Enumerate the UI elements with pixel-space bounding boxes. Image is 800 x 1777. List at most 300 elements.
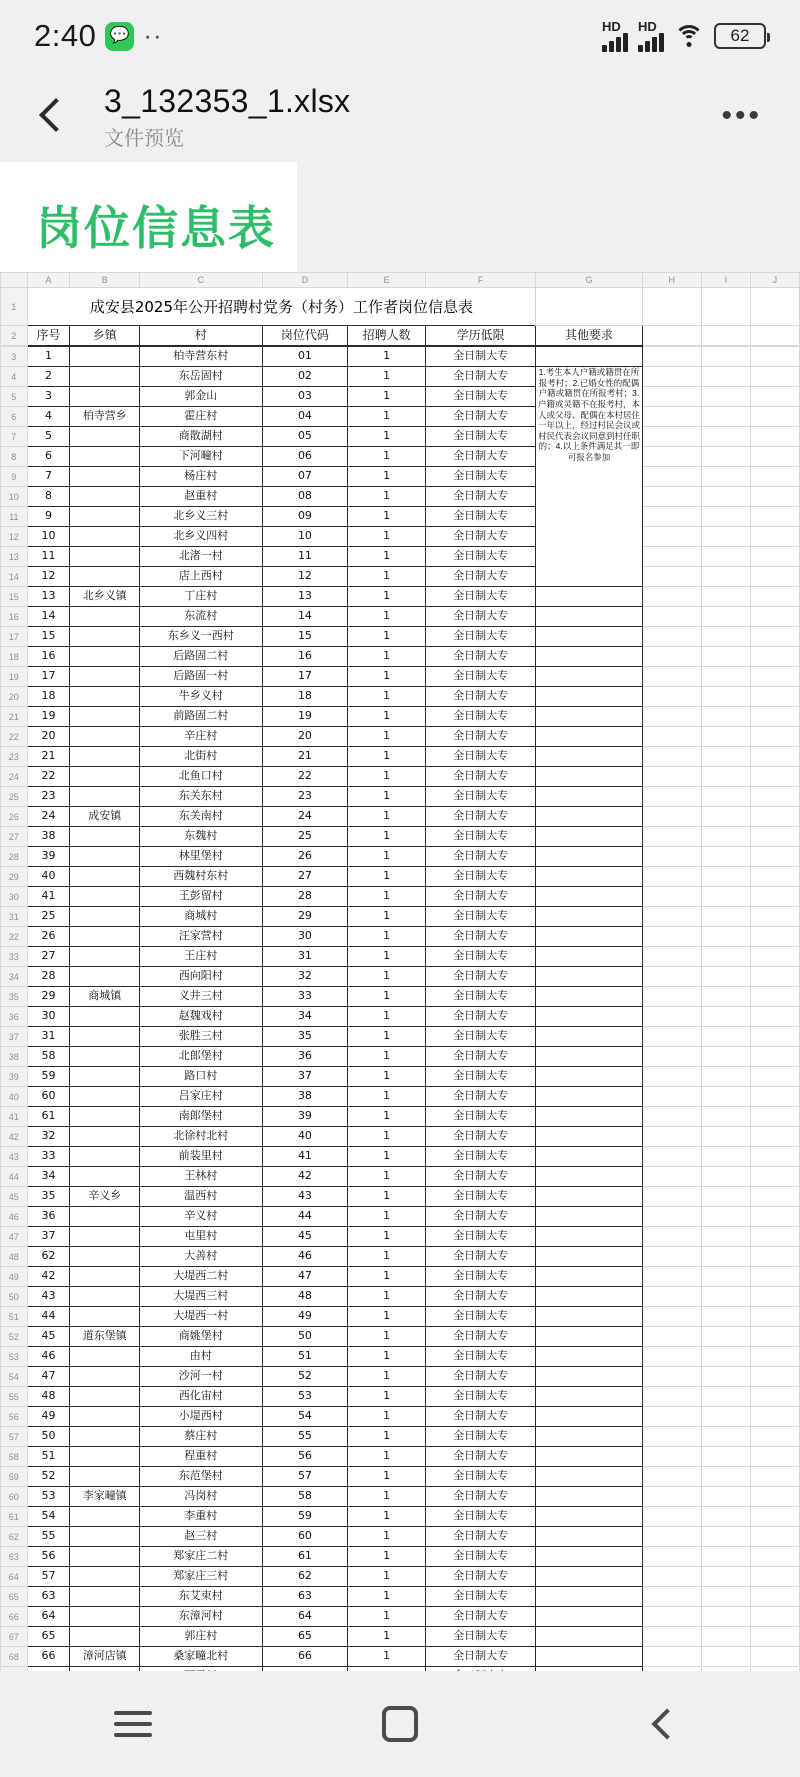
cell-post-code[interactable]: 13 <box>262 587 348 607</box>
cell-headcount[interactable]: 1 <box>348 1647 426 1667</box>
cell-village[interactable]: 郭庄村 <box>139 1627 262 1647</box>
cell-post-code[interactable]: 33 <box>262 987 348 1007</box>
cell-seq[interactable]: 25 <box>27 907 70 927</box>
cell-post-code[interactable]: 42 <box>262 1167 348 1187</box>
row-head-34[interactable]: 34 <box>1 967 28 987</box>
empty-cell[interactable] <box>701 767 750 787</box>
empty-cell[interactable] <box>701 1167 750 1187</box>
empty-cell[interactable] <box>701 807 750 827</box>
cell-other-requirements[interactable] <box>536 747 642 767</box>
table-row[interactable] <box>1 987 800 1007</box>
empty-cell[interactable] <box>701 1127 750 1147</box>
table-row[interactable] <box>1 1527 800 1547</box>
cell-township[interactable]: 成安镇 <box>70 807 139 827</box>
row-head-35[interactable]: 35 <box>1 987 28 1007</box>
row-head-20[interactable]: 20 <box>1 687 28 707</box>
cell-other-requirements[interactable] <box>536 1607 642 1627</box>
table-row[interactable] <box>1 1207 800 1227</box>
cell-township[interactable] <box>70 747 139 767</box>
cell-post-code[interactable]: 19 <box>262 707 348 727</box>
cell-seq[interactable]: 28 <box>27 967 70 987</box>
empty-cell[interactable] <box>642 1187 701 1207</box>
cell-seq[interactable]: 32 <box>27 1127 70 1147</box>
cell-other-requirements[interactable] <box>536 727 642 747</box>
row-head-61[interactable]: 61 <box>1 1507 28 1527</box>
cell-township[interactable] <box>70 867 139 887</box>
cell-village[interactable]: 程重村 <box>139 1447 262 1467</box>
cell-village[interactable]: 郑家庄三村 <box>139 1567 262 1587</box>
cell-seq[interactable]: 44 <box>27 1307 70 1327</box>
cell-headcount[interactable]: 1 <box>348 667 426 687</box>
empty-cell[interactable] <box>701 707 750 727</box>
cell-headcount[interactable]: 1 <box>348 1207 426 1227</box>
cell-township[interactable] <box>70 1587 139 1607</box>
cell-post-code[interactable]: 61 <box>262 1547 348 1567</box>
row-head-57[interactable]: 57 <box>1 1427 28 1447</box>
cell-seq[interactable]: 46 <box>27 1347 70 1367</box>
cell-township[interactable]: 辛义乡 <box>70 1187 139 1207</box>
cell-village[interactable]: 北乡义三村 <box>139 507 262 527</box>
cell-other-requirements[interactable] <box>536 1147 642 1167</box>
row-head-68[interactable]: 68 <box>1 1647 28 1667</box>
cell-post-code[interactable]: 06 <box>262 447 348 467</box>
cell-other-requirements[interactable] <box>536 787 642 807</box>
cell-post-code[interactable]: 66 <box>262 1647 348 1667</box>
empty-cell[interactable] <box>701 1027 750 1047</box>
cell-seq[interactable]: 23 <box>27 787 70 807</box>
cell-seq[interactable]: 39 <box>27 847 70 867</box>
empty-cell[interactable] <box>750 1547 799 1567</box>
table-row[interactable] <box>1 487 800 507</box>
cell-headcount[interactable]: 1 <box>348 1087 426 1107</box>
cell-post-code[interactable]: 45 <box>262 1227 348 1247</box>
cell-headcount[interactable]: 1 <box>348 747 426 767</box>
cell-education[interactable]: 全日制大专 <box>425 347 535 367</box>
cell-headcount[interactable]: 1 <box>348 547 426 567</box>
menu-icon[interactable] <box>98 1689 168 1759</box>
table-row[interactable] <box>1 707 800 727</box>
table-row[interactable] <box>1 387 800 407</box>
empty-cell[interactable] <box>750 1187 799 1207</box>
table-row[interactable] <box>1 547 800 567</box>
cell-education[interactable]: 全日制大专 <box>425 1407 535 1427</box>
cell-education[interactable]: 全日制大专 <box>425 727 535 747</box>
cell-village[interactable]: 赵三村 <box>139 1527 262 1547</box>
empty-cell[interactable] <box>642 467 701 487</box>
empty-cell[interactable] <box>701 547 750 567</box>
cell-post-code[interactable]: 14 <box>262 607 348 627</box>
row-head-39[interactable]: 39 <box>1 1067 28 1087</box>
empty-cell[interactable] <box>642 567 701 587</box>
cell-seq[interactable]: 29 <box>27 987 70 1007</box>
empty-cell[interactable] <box>750 1487 799 1507</box>
back-icon[interactable] <box>632 1689 702 1759</box>
cell-headcount[interactable]: 1 <box>348 1307 426 1327</box>
row-head-48[interactable]: 48 <box>1 1247 28 1267</box>
empty-cell[interactable] <box>701 1347 750 1367</box>
row-head-3[interactable]: 3 <box>1 347 28 367</box>
cell-education[interactable]: 全日制大专 <box>425 887 535 907</box>
cell-seq[interactable]: 34 <box>27 1167 70 1187</box>
cell-other-requirements[interactable] <box>536 1067 642 1087</box>
cell-seq[interactable]: 53 <box>27 1487 70 1507</box>
empty-cell[interactable] <box>750 567 799 587</box>
cell-village[interactable]: 北郎堡村 <box>139 1047 262 1067</box>
cell-education[interactable]: 全日制大专 <box>425 927 535 947</box>
cell-post-code[interactable]: 17 <box>262 667 348 687</box>
empty-cell[interactable] <box>701 1567 750 1587</box>
cell-seq[interactable]: 54 <box>27 1507 70 1527</box>
row-head-9[interactable]: 9 <box>1 467 28 487</box>
cell-village[interactable]: 北渚一村 <box>139 547 262 567</box>
row-head-11[interactable]: 11 <box>1 507 28 527</box>
cell-seq[interactable]: 27 <box>27 947 70 967</box>
cell-other-requirements[interactable]: 1.考生本人户籍或籍贯在所报考村；2.已婚女性的配偶户籍或籍贯在所报考村；3.户籍或灵籍不在报考村，本人或父母、配偶在本村居住一年以上，经过村民会议或村民代表会议同意到村任职的；4.以上条件满足其一即可报名参加 <box>536 367 642 587</box>
empty-cell[interactable] <box>750 1527 799 1547</box>
empty-cell[interactable] <box>701 727 750 747</box>
cell-headcount[interactable]: 1 <box>348 1027 426 1047</box>
cell-education[interactable]: 全日制大专 <box>425 1507 535 1527</box>
cell-township[interactable] <box>70 367 139 387</box>
cell-education[interactable]: 全日制大专 <box>425 1007 535 1027</box>
empty-cell[interactable] <box>750 687 799 707</box>
cell-headcount[interactable]: 1 <box>348 567 426 587</box>
empty-cell[interactable] <box>701 1547 750 1567</box>
row-head-27[interactable]: 27 <box>1 827 28 847</box>
cell-seq[interactable]: 21 <box>27 747 70 767</box>
cell-village[interactable]: 店上西村 <box>139 567 262 587</box>
cell-headcount[interactable]: 1 <box>348 1487 426 1507</box>
empty-cell[interactable] <box>642 647 701 667</box>
table-row[interactable] <box>1 847 800 867</box>
cell-village[interactable]: 柏寺营东村 <box>139 347 262 367</box>
cell-seq[interactable]: 4 <box>27 407 70 427</box>
cell-education[interactable]: 全日制大专 <box>425 367 535 387</box>
empty-cell[interactable] <box>701 587 750 607</box>
cell-village[interactable]: 丁庄村 <box>139 587 262 607</box>
empty-cell[interactable] <box>750 587 799 607</box>
cell-headcount[interactable]: 1 <box>348 347 426 367</box>
table-row[interactable] <box>1 1627 800 1647</box>
table-row[interactable] <box>1 1287 800 1307</box>
cell-village[interactable]: 李重村 <box>139 1507 262 1527</box>
cell-post-code[interactable]: 55 <box>262 1427 348 1447</box>
cell-township[interactable] <box>70 347 139 367</box>
cell-headcount[interactable]: 1 <box>348 1107 426 1127</box>
cell-other-requirements[interactable] <box>536 1107 642 1127</box>
empty-cell[interactable] <box>642 326 701 346</box>
table-row[interactable] <box>1 1467 800 1487</box>
cell-other-requirements[interactable] <box>536 1547 642 1567</box>
cell-education[interactable]: 全日制大专 <box>425 1467 535 1487</box>
spreadsheet[interactable] <box>0 272 800 1671</box>
table-row[interactable] <box>1 947 800 967</box>
cell-seq[interactable]: 3 <box>27 387 70 407</box>
empty-cell[interactable] <box>642 707 701 727</box>
cell-post-code[interactable]: 09 <box>262 507 348 527</box>
empty-cell[interactable] <box>750 1407 799 1427</box>
cell-seq[interactable]: 12 <box>27 567 70 587</box>
cell-seq[interactable]: 49 <box>27 1407 70 1427</box>
cell-other-requirements[interactable] <box>536 1367 642 1387</box>
empty-cell[interactable] <box>750 707 799 727</box>
row-head-19[interactable]: 19 <box>1 667 28 687</box>
cell-headcount[interactable]: 1 <box>348 1247 426 1267</box>
cell-other-requirements[interactable] <box>536 1047 642 1067</box>
empty-cell[interactable] <box>750 1107 799 1127</box>
cell-township[interactable] <box>70 1047 139 1067</box>
cell-village[interactable]: 北街村 <box>139 747 262 767</box>
table-row[interactable] <box>1 867 800 887</box>
cell-headcount[interactable]: 1 <box>348 687 426 707</box>
cell-headcount[interactable]: 1 <box>348 467 426 487</box>
cell-seq[interactable]: 20 <box>27 727 70 747</box>
table-row[interactable] <box>1 1607 800 1627</box>
cell-education[interactable]: 全日制大专 <box>425 867 535 887</box>
table-row[interactable] <box>1 1327 800 1347</box>
empty-cell[interactable] <box>750 427 799 447</box>
empty-cell[interactable] <box>642 407 701 427</box>
empty-cell[interactable] <box>701 407 750 427</box>
cell-education[interactable]: 全日制大专 <box>425 1587 535 1607</box>
empty-cell[interactable] <box>642 607 701 627</box>
table-row[interactable] <box>1 1387 800 1407</box>
empty-cell[interactable] <box>701 987 750 1007</box>
empty-cell[interactable] <box>701 1647 750 1667</box>
cell-other-requirements[interactable] <box>536 967 642 987</box>
row-head-49[interactable]: 49 <box>1 1267 28 1287</box>
row-head-28[interactable]: 28 <box>1 847 28 867</box>
cell-post-code[interactable]: 60 <box>262 1527 348 1547</box>
empty-cell[interactable] <box>642 967 701 987</box>
empty-cell[interactable] <box>750 467 799 487</box>
empty-cell[interactable] <box>701 427 750 447</box>
cell-village[interactable]: 西魏村东村 <box>139 867 262 887</box>
cell-township[interactable] <box>70 647 139 667</box>
cell-post-code[interactable]: 54 <box>262 1407 348 1427</box>
cell-other-requirements[interactable] <box>536 1347 642 1367</box>
empty-cell[interactable] <box>642 1567 701 1587</box>
cell-other-requirements[interactable] <box>536 1647 642 1667</box>
cell-other-requirements[interactable] <box>536 1587 642 1607</box>
cell-seq[interactable]: 63 <box>27 1587 70 1607</box>
cell-other-requirements[interactable] <box>536 927 642 947</box>
table-row[interactable] <box>1 807 800 827</box>
cell-village[interactable]: 大堤西一村 <box>139 1307 262 1327</box>
empty-cell[interactable] <box>642 527 701 547</box>
cell-township[interactable] <box>70 387 139 407</box>
cell-education[interactable]: 全日制大专 <box>425 1047 535 1067</box>
cell-education[interactable]: 全日制大专 <box>425 1527 535 1547</box>
cell-post-code[interactable]: 58 <box>262 1487 348 1507</box>
cell-post-code[interactable]: 20 <box>262 727 348 747</box>
empty-cell[interactable] <box>701 827 750 847</box>
cell-other-requirements[interactable] <box>536 707 642 727</box>
cell-post-code[interactable]: 01 <box>262 347 348 367</box>
table-row[interactable] <box>1 727 800 747</box>
col-head-B[interactable]: B <box>70 273 139 288</box>
cell-headcount[interactable]: 1 <box>348 1367 426 1387</box>
cell-headcount[interactable]: 1 <box>348 1607 426 1627</box>
empty-cell[interactable] <box>750 1207 799 1227</box>
empty-cell[interactable] <box>750 907 799 927</box>
row-head-8[interactable]: 8 <box>1 447 28 467</box>
empty-cell[interactable] <box>642 1267 701 1287</box>
empty-cell[interactable] <box>701 1507 750 1527</box>
cell-seq[interactable]: 16 <box>27 647 70 667</box>
cell-township[interactable] <box>70 1067 139 1087</box>
cell-seq[interactable]: 31 <box>27 1027 70 1047</box>
cell-township[interactable] <box>70 447 139 467</box>
cell-headcount[interactable]: 1 <box>348 1547 426 1567</box>
cell-township[interactable] <box>70 547 139 567</box>
empty-cell[interactable] <box>750 1647 799 1667</box>
cell-village[interactable]: 汪家营村 <box>139 927 262 947</box>
cell-village[interactable]: 桑家疃北村 <box>139 1647 262 1667</box>
cell-headcount[interactable]: 1 <box>348 867 426 887</box>
table-row[interactable] <box>1 347 800 367</box>
empty-cell[interactable] <box>701 1087 750 1107</box>
empty-cell[interactable] <box>750 1127 799 1147</box>
cell-village[interactable]: 东范堡村 <box>139 1467 262 1487</box>
cell-township[interactable] <box>70 667 139 687</box>
table-row[interactable] <box>1 1187 800 1207</box>
empty-cell[interactable] <box>642 367 701 387</box>
empty-cell[interactable] <box>701 326 750 346</box>
cell-headcount[interactable]: 1 <box>348 1567 426 1587</box>
table-row[interactable] <box>1 927 800 947</box>
cell-other-requirements[interactable] <box>536 1227 642 1247</box>
empty-cell[interactable] <box>642 487 701 507</box>
cell-education[interactable]: 全日制大专 <box>425 1067 535 1087</box>
table-row[interactable] <box>1 667 800 687</box>
col-head-I[interactable]: I <box>701 273 750 288</box>
table-row[interactable] <box>1 1507 800 1527</box>
cell-seq[interactable]: 41 <box>27 887 70 907</box>
empty-cell[interactable] <box>701 1007 750 1027</box>
cell-headcount[interactable]: 1 <box>348 1267 426 1287</box>
cell-headcount[interactable]: 1 <box>348 1387 426 1407</box>
empty-cell[interactable] <box>750 407 799 427</box>
row-head-63[interactable]: 63 <box>1 1547 28 1567</box>
cell-headcount[interactable]: 1 <box>348 1327 426 1347</box>
cell-education[interactable]: 全日制大专 <box>425 1347 535 1367</box>
cell-post-code[interactable]: 11 <box>262 547 348 567</box>
cell-post-code[interactable]: 27 <box>262 867 348 887</box>
cell-other-requirements[interactable] <box>536 1087 642 1107</box>
cell-seq[interactable]: 26 <box>27 927 70 947</box>
cell-headcount[interactable]: 1 <box>348 1347 426 1367</box>
cell-township[interactable] <box>70 1447 139 1467</box>
cell-other-requirements[interactable] <box>536 847 642 867</box>
row-head-33[interactable]: 33 <box>1 947 28 967</box>
row-head-60[interactable]: 60 <box>1 1487 28 1507</box>
cell-township[interactable] <box>70 527 139 547</box>
cell-headcount[interactable]: 1 <box>348 987 426 1007</box>
cell-village[interactable]: 林里堡村 <box>139 847 262 867</box>
empty-cell[interactable] <box>701 507 750 527</box>
row-head-44[interactable]: 44 <box>1 1167 28 1187</box>
row-head-25[interactable]: 25 <box>1 787 28 807</box>
empty-cell[interactable] <box>750 1427 799 1447</box>
cell-village[interactable]: 商城村 <box>139 907 262 927</box>
empty-cell[interactable] <box>642 1467 701 1487</box>
empty-cell[interactable] <box>642 547 701 567</box>
row-head-67[interactable]: 67 <box>1 1627 28 1647</box>
empty-cell[interactable] <box>642 507 701 527</box>
row-head-66[interactable]: 66 <box>1 1607 28 1627</box>
table-row[interactable] <box>1 1167 800 1187</box>
cell-post-code[interactable]: 03 <box>262 387 348 407</box>
table-row[interactable] <box>1 1487 800 1507</box>
empty-cell[interactable] <box>750 1627 799 1647</box>
cell-post-code[interactable]: 21 <box>262 747 348 767</box>
cell-post-code[interactable]: 53 <box>262 1387 348 1407</box>
col-head-E[interactable]: E <box>348 273 426 288</box>
empty-cell[interactable] <box>701 1627 750 1647</box>
row-head-5[interactable]: 5 <box>1 387 28 407</box>
cell-other-requirements[interactable] <box>536 627 642 647</box>
empty-cell[interactable] <box>536 288 642 326</box>
cell-other-requirements[interactable] <box>536 1167 642 1187</box>
cell-village[interactable]: 辛庄村 <box>139 727 262 747</box>
cell-township[interactable] <box>70 787 139 807</box>
cell-post-code[interactable]: 35 <box>262 1027 348 1047</box>
empty-cell[interactable] <box>701 447 750 467</box>
table-row[interactable] <box>1 1647 800 1667</box>
cell-township[interactable] <box>70 967 139 987</box>
empty-cell[interactable] <box>701 967 750 987</box>
cell-township[interactable] <box>70 1087 139 1107</box>
cell-education[interactable]: 全日制大专 <box>425 467 535 487</box>
cell-headcount[interactable]: 1 <box>348 367 426 387</box>
cell-education[interactable]: 全日制大专 <box>425 1547 535 1567</box>
cell-seq[interactable]: 42 <box>27 1267 70 1287</box>
cell-headcount[interactable]: 1 <box>348 707 426 727</box>
table-row[interactable] <box>1 627 800 647</box>
cell-seq[interactable]: 35 <box>27 1187 70 1207</box>
empty-cell[interactable] <box>750 887 799 907</box>
cell-education[interactable]: 全日制大专 <box>425 667 535 687</box>
cell-other-requirements[interactable] <box>536 647 642 667</box>
row-head-43[interactable]: 43 <box>1 1147 28 1167</box>
row-head-29[interactable]: 29 <box>1 867 28 887</box>
row-head-59[interactable]: 59 <box>1 1467 28 1487</box>
cell-seq[interactable]: 14 <box>27 607 70 627</box>
empty-cell[interactable] <box>701 527 750 547</box>
empty-cell[interactable] <box>750 947 799 967</box>
cell-education[interactable]: 全日制大专 <box>425 587 535 607</box>
cell-post-code[interactable]: 50 <box>262 1327 348 1347</box>
table-row[interactable] <box>1 1547 800 1567</box>
cell-post-code[interactable]: 63 <box>262 1587 348 1607</box>
cell-other-requirements[interactable] <box>536 1627 642 1647</box>
cell-education[interactable]: 全日制大专 <box>425 1227 535 1247</box>
empty-cell[interactable] <box>701 947 750 967</box>
cell-township[interactable]: 北乡义镇 <box>70 587 139 607</box>
cell-township[interactable]: 柏寺营乡 <box>70 407 139 427</box>
empty-cell[interactable] <box>701 667 750 687</box>
empty-cell[interactable] <box>750 527 799 547</box>
cell-other-requirements[interactable] <box>536 1467 642 1487</box>
cell-seq[interactable]: 2 <box>27 367 70 387</box>
empty-cell[interactable] <box>701 687 750 707</box>
cell-seq[interactable]: 66 <box>27 1647 70 1667</box>
cell-headcount[interactable]: 1 <box>348 1047 426 1067</box>
cell-seq[interactable]: 17 <box>27 667 70 687</box>
row-head-56[interactable]: 56 <box>1 1407 28 1427</box>
empty-cell[interactable] <box>642 587 701 607</box>
